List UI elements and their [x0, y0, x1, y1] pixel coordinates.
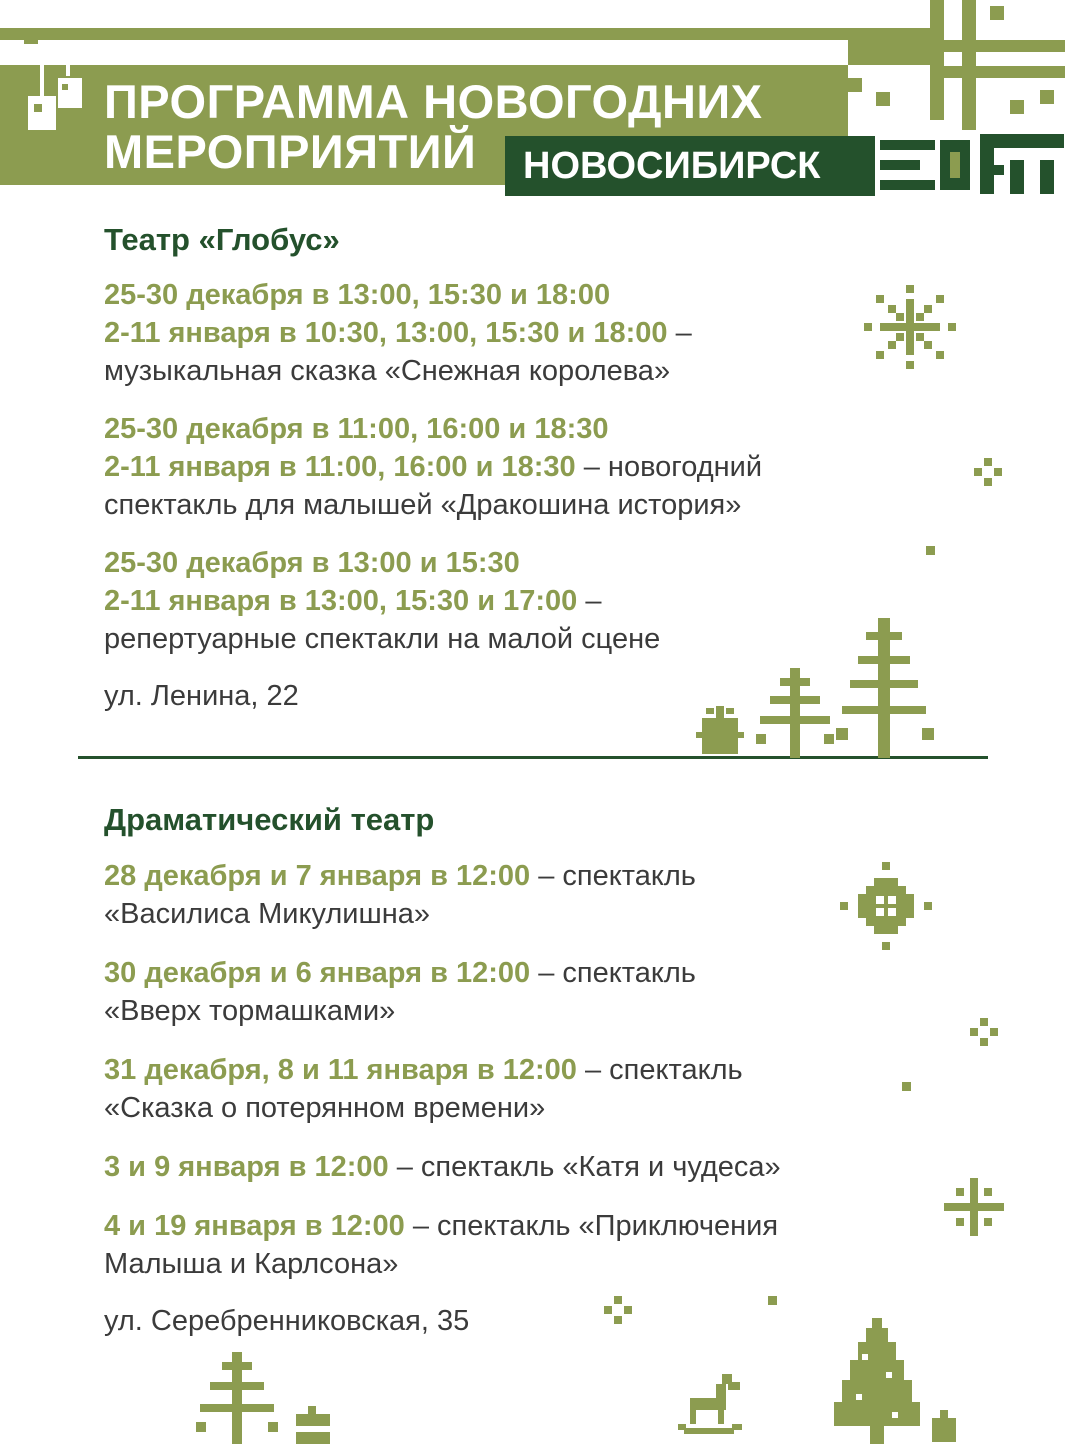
page-title-line1: ПРОГРАММА НОВОГОДНИХ	[104, 75, 763, 128]
schedule-entry: 25-30 декабря в 13:00, 15:30 и 18:00 2-11 января в 10:30, 13:00, 15:30 и 18:00 – музыкальная сказка «Снежная королева»	[104, 279, 692, 387]
snowflake-icon	[864, 285, 956, 369]
rocking-horse-icon	[676, 1372, 746, 1442]
schedule-entry: 28 декабря и 7 января в 12:00 – спектакль «Василиса Микулишна»	[104, 860, 696, 930]
page-title-line2: МЕРОПРИЯТИЙ	[104, 125, 477, 178]
sparkle-icon	[974, 458, 1002, 486]
fir-tree-icon	[696, 618, 946, 758]
header-top-rule	[0, 28, 940, 40]
snow-dot	[902, 1082, 911, 1091]
sparkle-icon	[604, 1296, 632, 1324]
schedule-entry: 31 декабря, 8 и 11 января в 12:00 – спектакль «Сказка о потерянном времени»	[104, 1054, 743, 1124]
schedule-entry: 3 и 9 января в 12:00 – спектакль «Катя и чудеса»	[104, 1151, 781, 1183]
schedule-entry: 30 декабря и 6 января в 12:00 – спектакль «Вверх тормашками»	[104, 957, 696, 1027]
snow-dot	[926, 546, 935, 555]
fir-tree-icon	[196, 1352, 336, 1444]
venue-address: ул. Ленина, 22	[104, 680, 299, 712]
venue-title-drama: Драматический театр	[104, 802, 435, 837]
venue-address: ул. Серебренниковская, 35	[104, 1305, 470, 1337]
schedule-entry: 25-30 декабря в 11:00, 16:00 и 18:30 2-11 января в 11:00, 16:00 и 18:30 – новогодний спектакль для малышей «Дракошина история»	[104, 413, 763, 521]
snow-dot	[768, 1296, 777, 1305]
schedule-entry: 4 и 19 января в 12:00 – спектакль «Приключения Малыша и Карлсона»	[104, 1210, 779, 1280]
schedule-entry: 25-30 декабря в 13:00 и 15:30 2-11 января в 13:00, 15:30 и 17:00 – репертуарные спектакли на малой сцене	[104, 547, 661, 655]
snowflake-icon	[944, 1178, 1004, 1236]
fir-tree-icon	[832, 1318, 962, 1444]
city-badge: НОВОСИБИРСК	[505, 136, 875, 196]
sparkle-icon	[970, 1018, 998, 1046]
snowflake-icon	[840, 862, 932, 950]
venue-title-globus: Театр «Глобус»	[104, 222, 340, 257]
